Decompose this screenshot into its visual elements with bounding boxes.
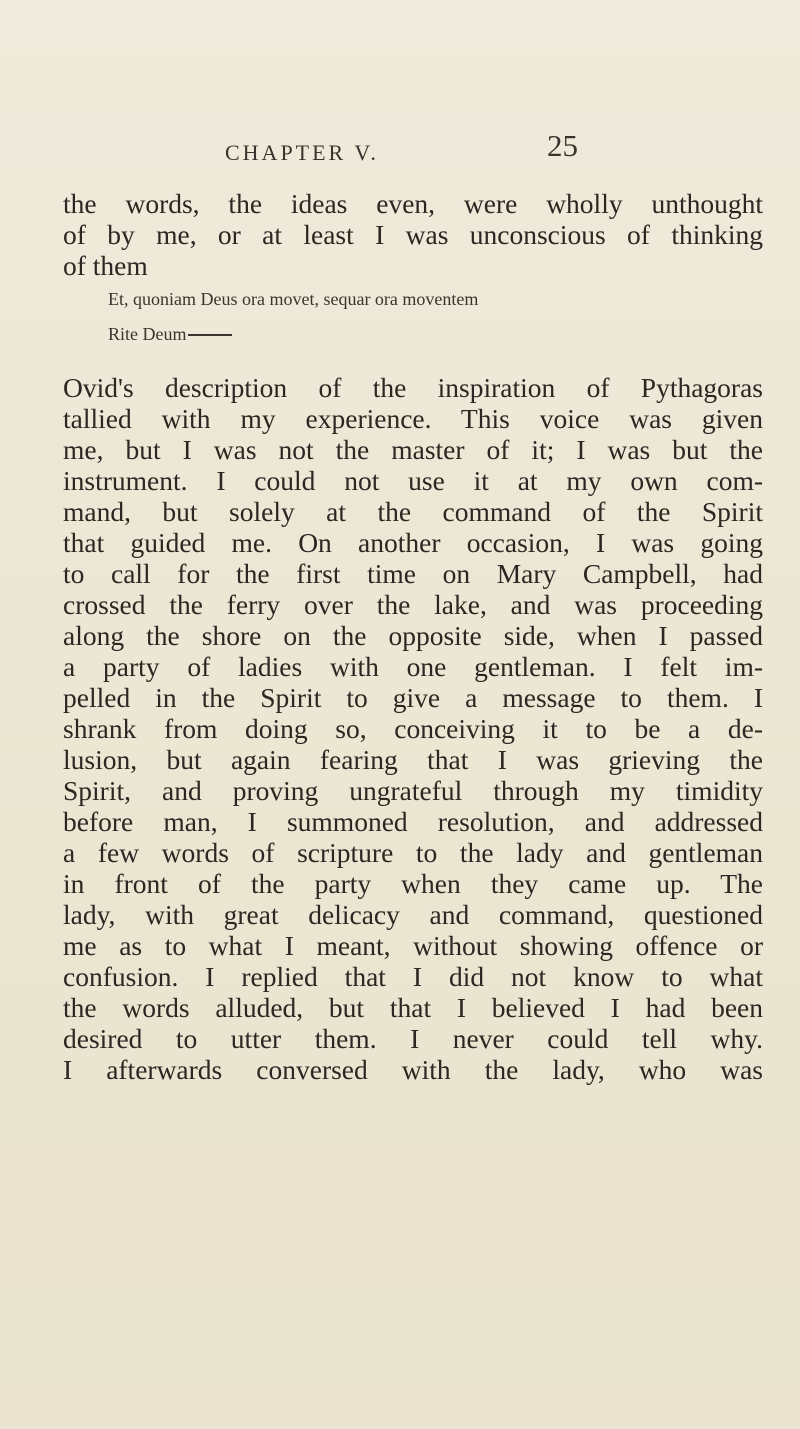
text-line: of them [63,250,148,281]
text-line: of by me, or at least I was unconscious of thinking [63,219,763,250]
text-line: the words, the ideas even, were wholly unthought [63,188,763,219]
quotation-line: Et, quoniam Deus ora movet, sequar ora moventem [108,289,479,309]
text-line: that guided me. On another occasion, I was going [63,527,763,558]
page-number: 25 [547,128,578,163]
text-line: Spirit, and proving ungrateful through my timidity [63,775,763,806]
paragraph-2 [63,372,763,1085]
text-line: crossed the ferry over the lake, and was proceeding [63,589,763,620]
text-line: in front of the party when they came up. The [63,868,763,899]
chapter-heading: CHAPTER V. [225,140,379,165]
text-line: confusion. I replied that I did not know to what [63,961,763,992]
quotation-line-with-dash [108,317,758,352]
text-line: lady, with great delicacy and command, questioned [63,899,763,930]
text-line: Ovid's description of the inspiration of Pythagoras [63,372,763,403]
text-line: tallied with my experience. This voice was given [63,403,763,434]
text-line: mand, but solely at the command of the Spirit [63,496,763,527]
text-line: a party of ladies with one gentleman. I felt im- [63,651,763,682]
text-line: along the shore on the opposite side, when I passed [63,620,763,651]
text-line: the words alluded, but that I believed I had been [63,992,763,1023]
text-line: to call for the first time on Mary Campbell, had [63,558,763,589]
running-header [225,128,785,176]
text-line: shrank from doing so, conceiving it to be a de- [63,713,763,744]
text-line: lusion, but again fearing that I was grieving the [63,744,763,775]
text-line: before man, I summoned resolution, and addressed [63,806,763,837]
text-line: desired to utter them. I never could tell why. [63,1023,763,1054]
quotation-line-text: Rite Deum [108,324,187,344]
text-line: me as to what I meant, without showing offence or [63,930,763,961]
text-line: I afterwards conversed with the lady, who was [63,1054,763,1085]
em-dash-rule [188,334,232,336]
text-line: a few words of scripture to the lady and gentleman [63,837,763,868]
paragraph-1 [63,188,763,281]
text-line: instrument. I could not use it at my own com- [63,465,763,496]
text-line: pelled in the Spirit to give a message to them. I [63,682,763,713]
latin-quotation [108,282,758,352]
text-line: me, but I was not the master of it; I was but the [63,434,763,465]
